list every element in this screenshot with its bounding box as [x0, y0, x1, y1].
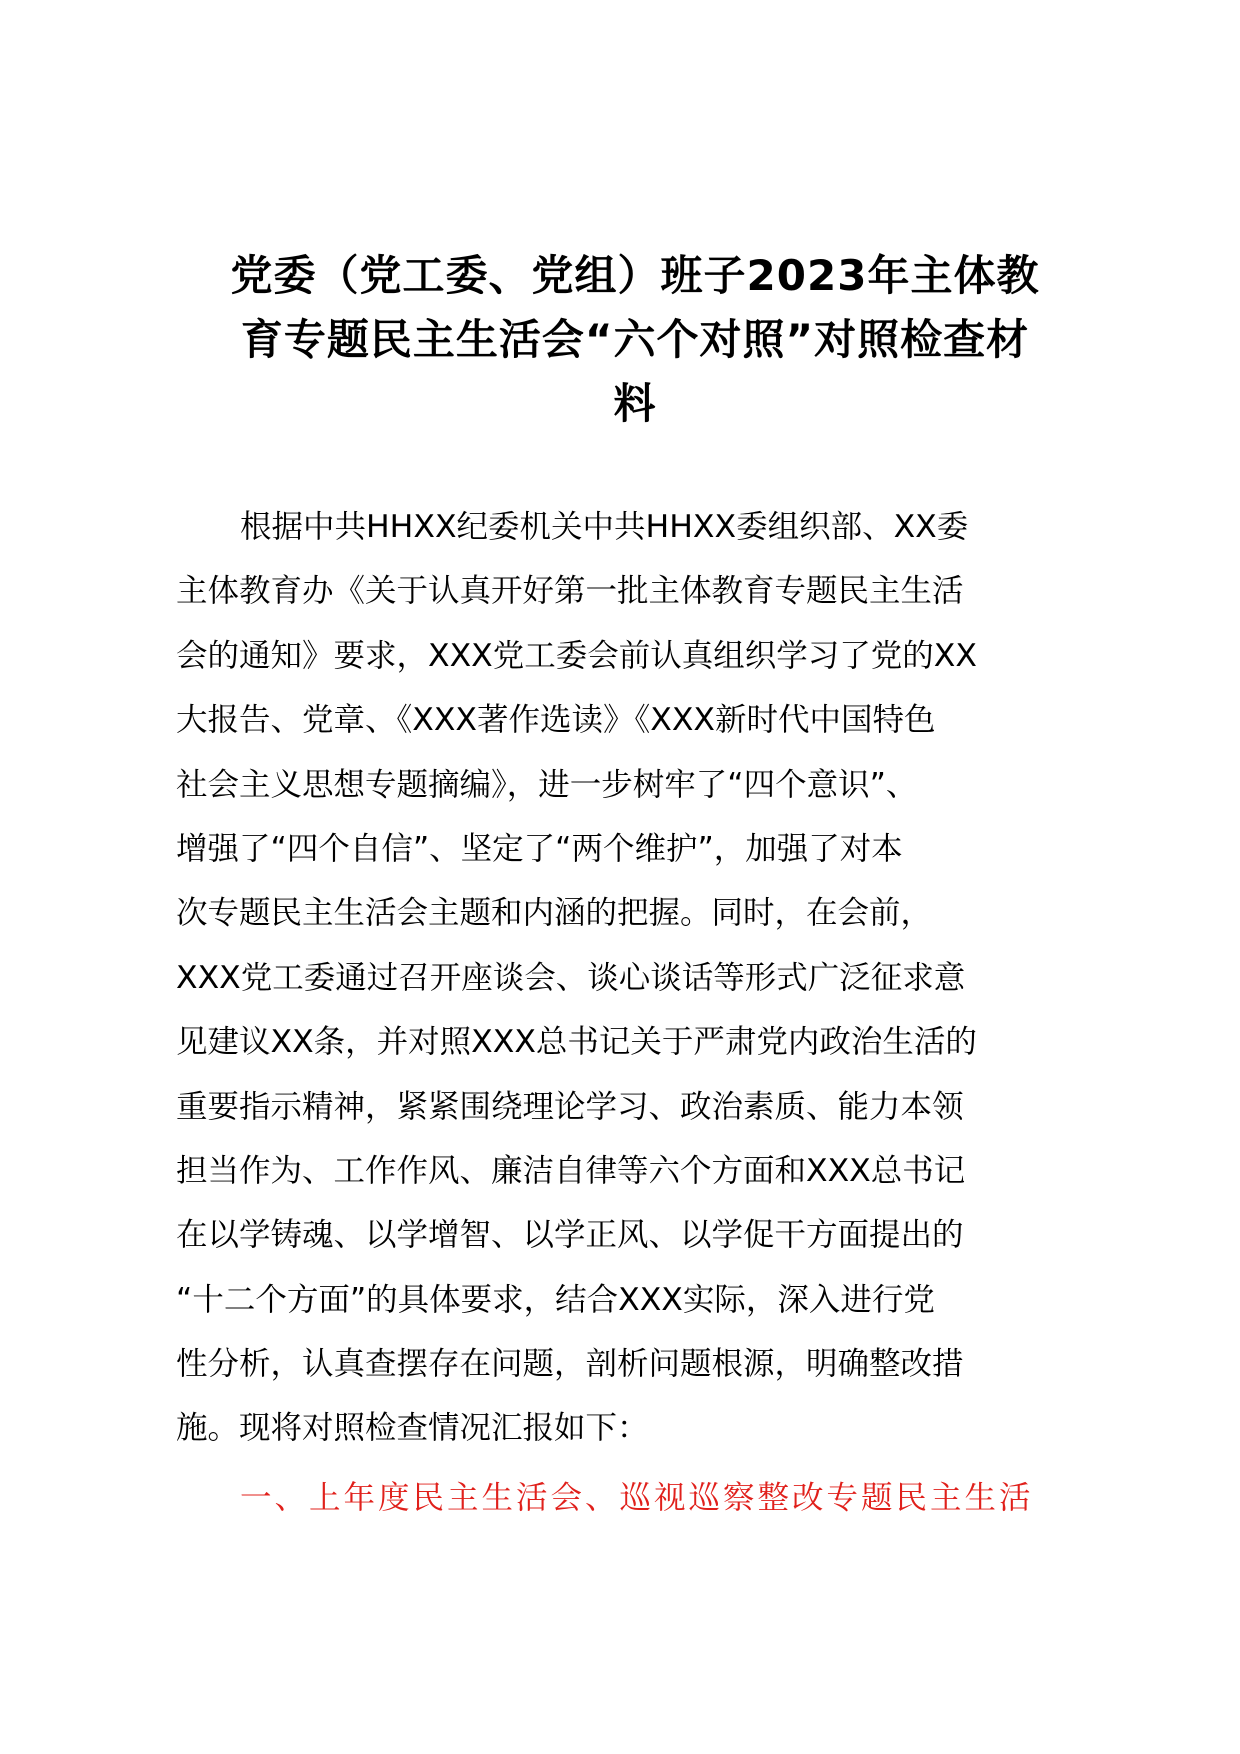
paragraph-line: 社会主义思想专题摘编》，进一步树牢了“四个意识”、 — [176, 766, 918, 803]
paragraph-line: 主体教育办《关于认真开好第一批主体教育专题民主生活 — [176, 573, 964, 610]
paragraph-line: 次专题民主生活会主题和内涵的把握。同时，在会前， — [176, 895, 933, 932]
paragraph-line: 担当作为、工作作风、廉洁自律等六个方面和XXX总书记 — [176, 1152, 966, 1189]
paragraph-line: 根据中共HHXX纪委机关中共HHXX委组织部、XX委 — [240, 509, 969, 545]
paragraph-line: 会的通知》要求，XXX党工委会前认真组织学习了党的XX — [176, 637, 977, 674]
paragraph-line: “十二个方面”的具体要求，结合XXX实际，深入进行党 — [176, 1281, 935, 1318]
paragraph-line: 见建议XX条，并对照XXX总书记关于严肃党内政治生活的 — [176, 1024, 977, 1061]
title-line: 育专题民主生活会“六个对照”对照检查材 — [240, 315, 1030, 364]
paragraph-line: 性分析，认真查摆存在问题，剖析问题根源，明确整改措 — [176, 1346, 964, 1383]
title-line: 料 — [613, 379, 657, 428]
section-heading: 一、上年度民主生活会、巡视巡察整改专题民主生活 — [240, 1480, 1034, 1516]
title-line: 党委（党工委、党组）班子2023年主体教 — [230, 251, 1040, 300]
paragraph-line: 大报告、党章、《XXX著作选读》《XXX新时代中国特色 — [176, 702, 936, 739]
paragraph-line: 增强了“四个自信”、坚定了“两个维护”，加强了对本 — [176, 830, 903, 867]
intro-paragraph — [176, 495, 1106, 1461]
paragraph-line: 在以学铸魂、以学增智、以学正风、以学促干方面提出的 — [176, 1217, 964, 1254]
paragraph-line: 重要指示精神，紧紧围绕理论学习、政治素质、能力本领 — [176, 1088, 964, 1125]
paragraph-line: 施。现将对照检查情况汇报如下： — [176, 1410, 649, 1447]
paragraph-line: XXX党工委通过召开座谈会、谈心谈话等形式广泛征求意 — [176, 959, 966, 996]
document-title — [170, 244, 1100, 436]
